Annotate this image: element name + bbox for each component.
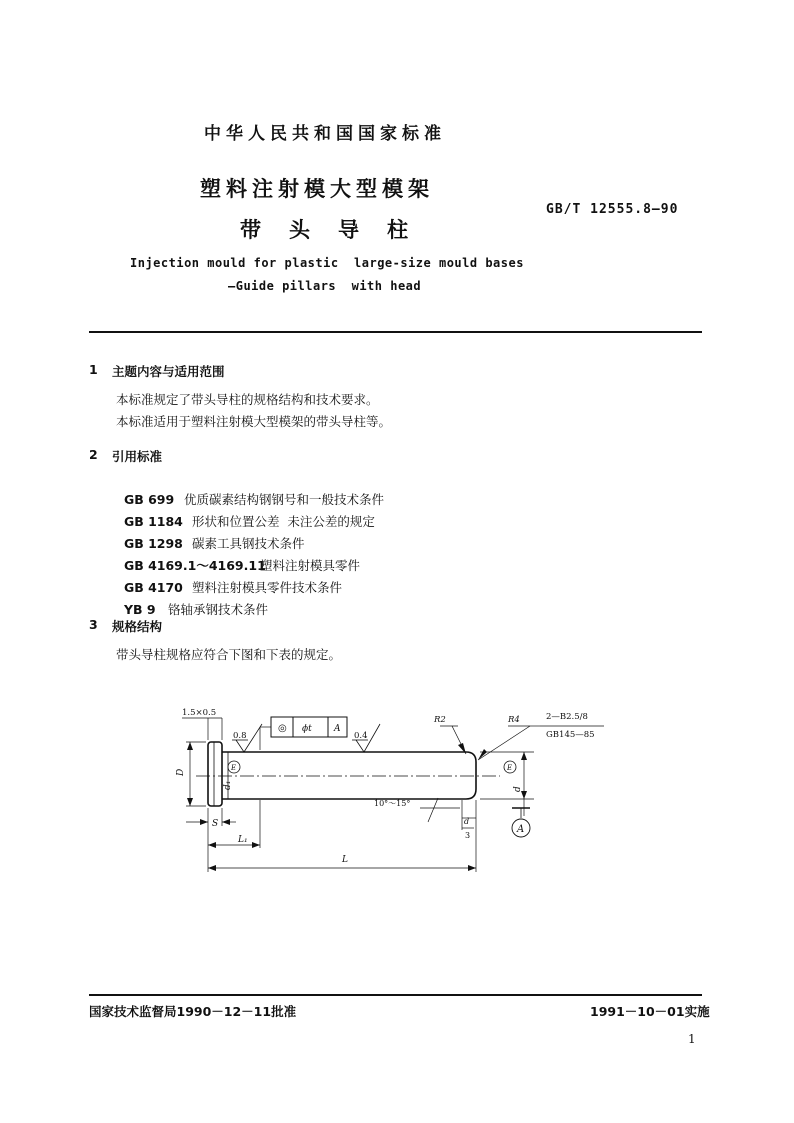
center-hole-standard: GB145—85: [546, 730, 595, 740]
dim-d1: d₁: [223, 780, 233, 790]
dim-D: D: [176, 768, 186, 776]
issuer-heading: 中华人民共和国国家标准: [204, 124, 446, 144]
reference-title: 塑料注射模具零件: [259, 558, 360, 573]
section-number: 1: [89, 362, 98, 377]
reference-code: GB 4169.1～4169.11: [123, 558, 266, 573]
radius-r2: R2: [434, 715, 446, 725]
fraction-numerator: d: [464, 817, 470, 826]
reference-code: GB 4170: [123, 580, 183, 595]
standard-number: GB/T 12555.8—90: [546, 202, 679, 217]
section-number: 3: [89, 617, 98, 632]
document-title-line1: 塑料注射模大型模架: [200, 177, 434, 201]
document-title-line2: 带头导柱: [240, 218, 436, 242]
coaxiality-symbol: ◎: [278, 723, 287, 734]
tolerance-datum: A: [334, 724, 341, 734]
reference-title: 形状和位置公差 未注公差的规定: [191, 514, 375, 529]
fraction-denominator: 3: [465, 831, 471, 840]
dim-L: L: [342, 855, 348, 865]
paragraph: 本标准规定了带头导柱的规格结构和技术要求。: [116, 392, 379, 407]
section-title: 主题内容与适用范围: [112, 364, 225, 379]
fit-E-right: E: [507, 764, 513, 772]
paragraph: 带头导柱规格应符合下图和下表的规定。: [116, 647, 342, 662]
reference-code: GB 1184: [123, 514, 183, 529]
angle-label: 10°～15°: [374, 799, 411, 808]
roughness-left: 0.8: [233, 731, 247, 741]
roughness-mid: 0.4: [354, 731, 368, 741]
approval-date: 国家技术监督局1990－12－11批准: [89, 1004, 297, 1019]
pillar-head: [208, 742, 222, 806]
section-title: 规格结构: [112, 619, 163, 634]
reference-code: YB 9: [123, 602, 156, 617]
fit-E-left: E: [231, 764, 237, 772]
reference-title: 优质碳素结构钢钢号和一般技术条件: [183, 492, 384, 507]
implementation-date: 1991－10－01实施: [590, 1004, 710, 1019]
footer-divider: [89, 994, 702, 996]
dim-S: S: [212, 819, 219, 829]
section-number: 2: [89, 447, 98, 462]
center-hole-spec: 2—B2.5/8: [546, 712, 588, 722]
english-title-line2: —Guide pillars with head: [228, 279, 422, 293]
dim-d: d: [513, 786, 523, 792]
chamfer-head-label: 1.5×0.5: [182, 708, 217, 718]
paragraph: 本标准适用于塑料注射模大型模架的带头导柱等。: [116, 414, 392, 429]
page-number: 1: [688, 1032, 696, 1046]
dim-L1: L₁: [238, 835, 248, 845]
english-title-line1: Injection mould for plastic large-size mould bases: [130, 256, 524, 270]
reference-title: 塑料注射模具零件技术条件: [191, 580, 342, 595]
tolerance-value: ϕt: [302, 724, 312, 734]
radius-r4: R4: [508, 715, 520, 725]
reference-title: 碳素工具钢技术条件: [191, 536, 305, 551]
section-title: 引用标准: [112, 449, 163, 464]
reference-title: 铬轴承钢技术条件: [167, 602, 268, 617]
datum-A-label: A: [517, 824, 525, 835]
reference-code: GB 1298: [123, 536, 183, 551]
pillar-shaft: [222, 752, 476, 799]
reference-code: GB 699: [123, 492, 175, 507]
